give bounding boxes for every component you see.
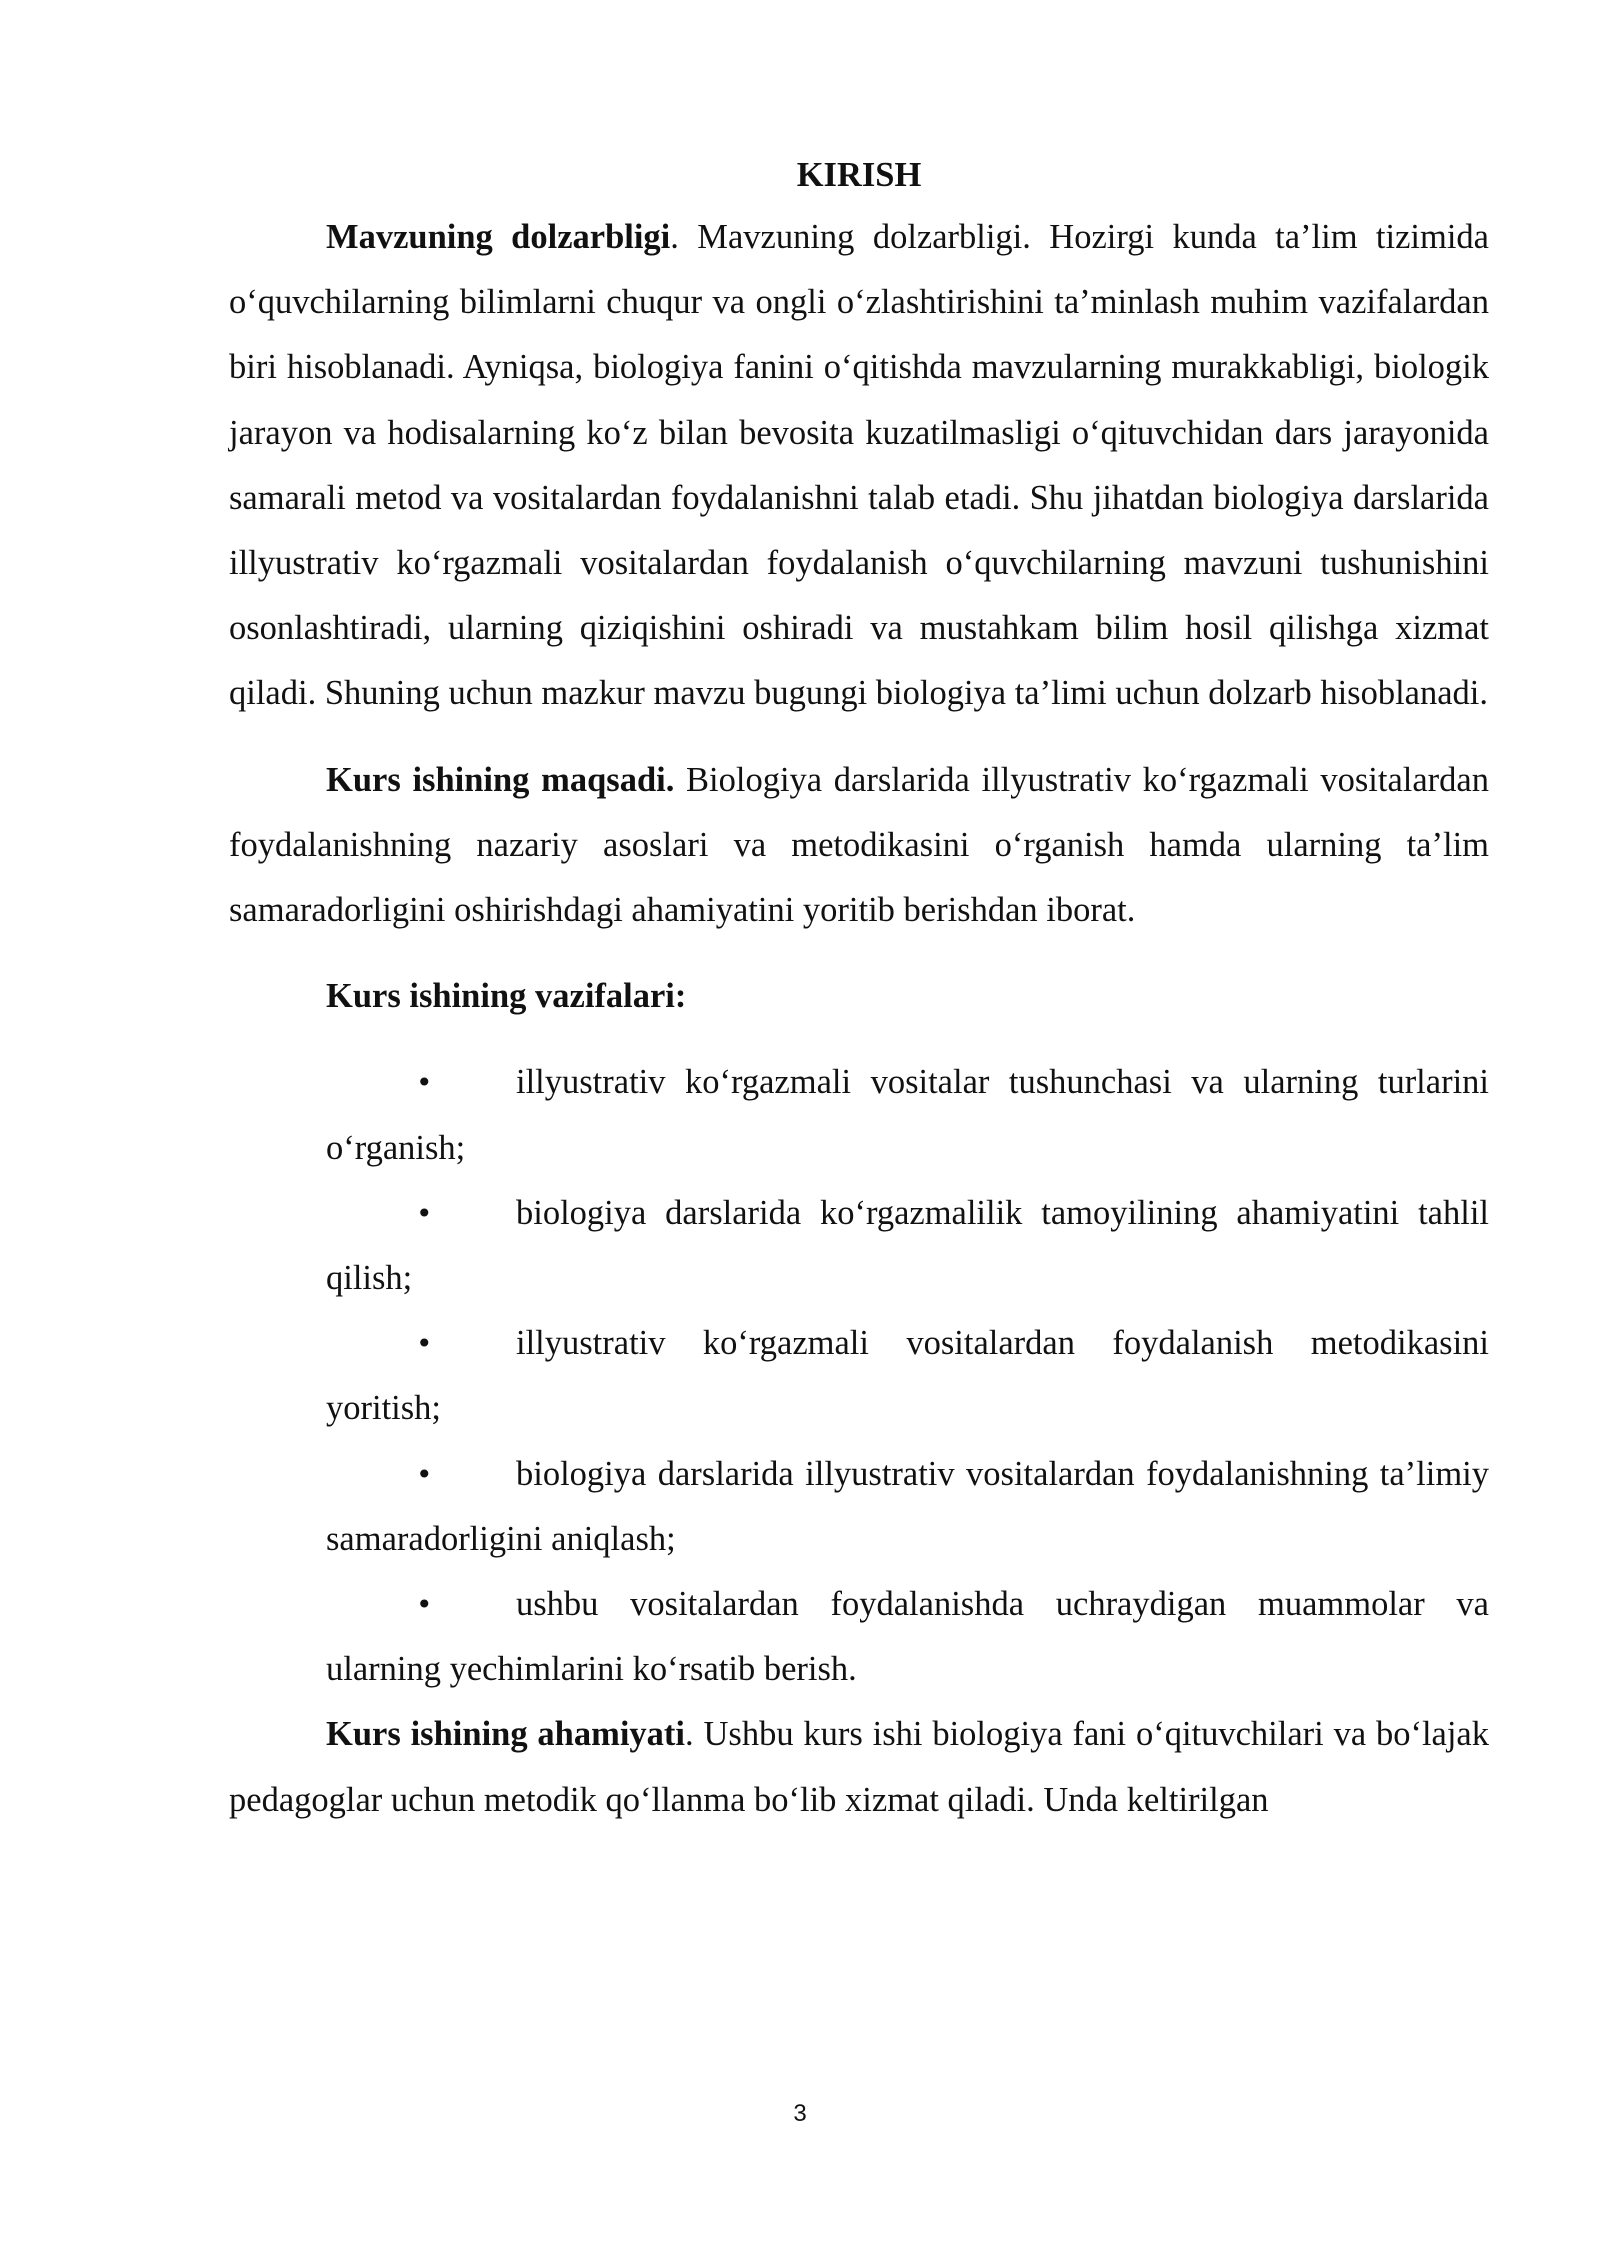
bullet-icon: • xyxy=(416,1588,433,1622)
list-item xyxy=(326,1311,1489,1441)
relevance-text: . Mavzuning dolzarbligi. Hozirgi kunda ta’lim tizimida o‘quvchilarning bilimlarni chuqur va ongli o‘zlashtirishini ta’minlash muhim vazifalardan biri hisoblanadi. Ayniqsa, biologiya fanini o‘qitishda mavzularning murakkabligi, biologik jarayon va hodisalarning ko‘z bilan bevosita kuzatilmasligi o‘qituvchidan dars jarayonida samarali metod va vositalardan foydalanishni talab etadi. Shu jihatdan biologiya darslarida illyustrativ ko‘rgazmali vositalardan foydalanish o‘quvchilarning mavzuni tushunishini osonlashtiradi, ularning qiziqishini oshiradi va mustahkam bilim hosil qilishga xizmat qiladi. Shuning uchun mazkur mavzu bugungi biologiya ta’limi uchun dolzarb hisoblanadi. xyxy=(229,218,1489,713)
task-text: illyustrativ ko‘rgazmali vositalardan foydalanish metodikasini yoritish; xyxy=(326,1324,1489,1428)
list-item xyxy=(326,1572,1489,1702)
page-title: KIRISH xyxy=(796,156,922,194)
goal-paragraph xyxy=(229,748,1489,944)
task-text: ushbu vositalardan foydalanishda uchraydigan muammolar va ularning yechimlarini ko‘rsatib berish. xyxy=(326,1585,1489,1689)
page-number: 3 xyxy=(793,2100,807,2127)
significance-heading: Kurs ishining ahamiyati xyxy=(326,1715,686,1754)
task-text: biologiya darslarida illyustrativ vositalardan foydalanishning ta’limiy samaradorligini aniqlash; xyxy=(326,1454,1489,1558)
task-text: illyustrativ ko‘rgazmali vositalar tushunchasi va ularning turlarini o‘rganish; xyxy=(326,1063,1489,1167)
tasks-list xyxy=(229,1050,1489,1702)
page-content xyxy=(229,145,1489,1833)
significance-text: . Ushbu kurs ishi biologiya fani o‘qituvchilari va bo‘lajak pedagoglar uchun metodik qo‘llanma bo‘lib xizmat qiladi. Unda keltirilgan xyxy=(229,1715,1489,1819)
bullet-icon: • xyxy=(416,1196,433,1230)
goal-heading: Kurs ishining maqsadi. xyxy=(326,760,675,799)
list-item xyxy=(326,1181,1489,1311)
relevance-heading: Mavzuning dolzarbligi xyxy=(326,218,671,256)
bullet-icon: • xyxy=(416,1066,433,1100)
list-item xyxy=(326,1050,1489,1180)
goal-text: Biologiya darslarida illyustrativ ko‘rgazmali vositalardan foydalanishning nazariy asoslari va metodikasini o‘rganish hamda ularning ta’lim samaradorligini oshirishdagi ahamiyatini yoritib berishdan iborat. xyxy=(229,760,1489,930)
task-text: biologiya darslarida ko‘rgazmalilik tamoyilining ahamiyatini tahlil qilish; xyxy=(326,1193,1489,1298)
significance-paragraph xyxy=(229,1702,1489,1832)
relevance-paragraph xyxy=(229,205,1489,727)
list-item xyxy=(326,1442,1489,1572)
bullet-icon: • xyxy=(416,1327,433,1361)
bullet-icon: • xyxy=(416,1457,433,1491)
tasks-heading: Kurs ishining vazifalari: xyxy=(326,977,687,1016)
